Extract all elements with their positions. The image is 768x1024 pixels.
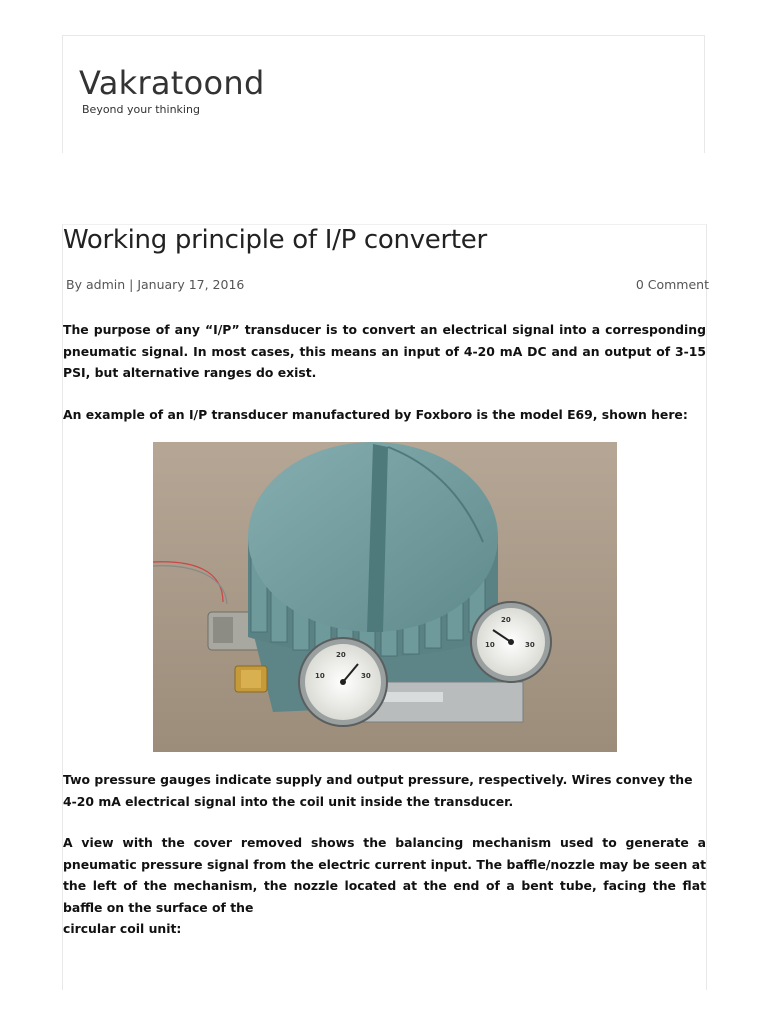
paragraph-gauges: Two pressure gauges indicate supply and output pressure, respectively. Wires convey the 4-20 mA electrical signal into the coil unit inside the transducer. [63,772,693,809]
foxboro-e69-transducer-photo-icon [153,442,617,752]
transducer-photo [153,442,617,752]
svg-text:30: 30 [525,641,535,649]
svg-text:20: 20 [336,651,346,659]
paragraph-cover-removed: A view with the cover removed shows the balancing mechanism used to generate a pneumatic pressure signal from the electric current input. The baffle/nozzle may be seen at the left of the mechanism, the nozzle located at the end of a bent tube, facing the flat baffle on the surface of the [63,835,706,915]
date-link[interactable]: January 17, 2016 [137,277,245,292]
site-header [62,35,705,153]
svg-text:30: 30 [361,672,371,680]
article [62,224,707,990]
site-title[interactable]: Vakratoond [79,64,265,102]
svg-text:10: 10 [485,641,495,649]
author-link[interactable]: admin [85,277,126,292]
paragraph-cover-removed-cont: circular coil unit: [63,921,182,936]
paragraph-example: An example of an I/P transducer manufactured by Foxboro is the model E69, shown here: [63,406,688,422]
paragraph-purpose: The purpose of any “I/P” transducer is to convert an electrical signal into a corresponding pneumatic signal. In most cases, this means an input of 4-20 mA DC and an output of 3-15 PSI, but alternative ranges do exist. [63,322,706,380]
article-title: Working principle of I/P converter [63,225,487,255]
site-tagline: Beyond your thinking [82,103,200,116]
meta-by-prefix: By [66,277,82,292]
article-meta [66,277,244,292]
article-content [63,319,706,940]
svg-text:10: 10 [315,672,325,680]
svg-text:20: 20 [501,616,511,624]
comments-link[interactable]: 0 Comment [635,277,709,292]
meta-separator: | [129,277,134,292]
